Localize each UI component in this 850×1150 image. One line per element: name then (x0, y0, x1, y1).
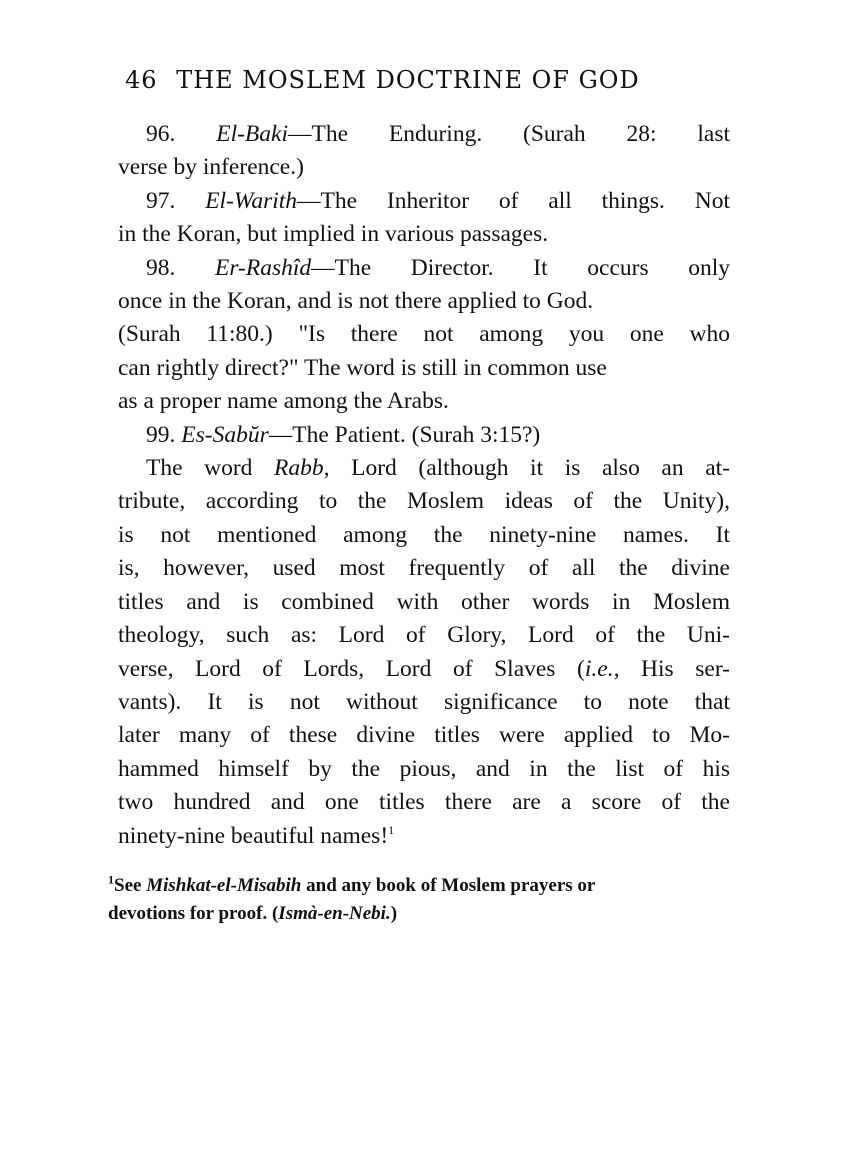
footnote-line-1 (108, 872, 730, 900)
entry-96-line-1 (118, 118, 730, 151)
italic-title: Mishkat-el-Misabih (146, 875, 302, 896)
entry-text: —The Director. It occurs only (311, 254, 730, 281)
entry-98-line-2: once in the Koran, and is not there applied to God. (118, 288, 594, 315)
paragraph-line-6: theology, such as: Lord of Glory, Lord of the Uni- (118, 622, 730, 649)
text-run: ) (390, 903, 398, 924)
running-head (125, 66, 640, 94)
text-run: ninety-nine beautiful names! (118, 822, 389, 849)
entry-98-line-1 (118, 252, 730, 285)
entry-98-line-4: can rightly direct?" The word is still in common use (118, 354, 607, 381)
divine-name: El-Baki (216, 121, 288, 147)
paragraph-line-4: is, however, used most frequently of all the divine (118, 555, 730, 582)
text-run: Lord (although it is also an at- (329, 455, 730, 482)
text-run: devotions for proof. ( (108, 903, 279, 924)
footnote-marker: 1 (108, 872, 114, 887)
entry-number: 96. (146, 121, 176, 147)
page-number: 46 (125, 66, 158, 94)
entry-number: 98. (146, 254, 176, 281)
running-title: THE MOSLEM DOCTRINE OF GOD (176, 66, 640, 94)
paragraph-line-11: two hundred and one titles there are a score of the (118, 789, 730, 816)
entry-98-line-3: (Surah 11:80.) "Is there not among you one who (118, 321, 730, 348)
italic-term: Rabb, (274, 455, 330, 482)
footnote-line-2 (108, 900, 730, 928)
text-run: verse, Lord of Lords, Lord of Slaves ( (118, 655, 585, 682)
paragraph-line-5: titles and is combined with other words in Moslem (118, 588, 730, 615)
entry-97-line-1 (118, 185, 730, 218)
entry-number: 97. (146, 187, 176, 214)
divine-name: El-Warith (205, 187, 298, 214)
entry-text: —The Patient. (Surah 3:15?) (268, 421, 541, 448)
divine-name: Er-Rashîd (215, 254, 312, 281)
entry-97-line-2: in the Koran, but implied in various passages. (118, 221, 549, 248)
entry-number: 99. (146, 421, 176, 448)
paragraph-line-1 (118, 452, 730, 485)
paragraph-line-8: vants). It is not without significance to note that (118, 688, 730, 715)
paragraph-line-7 (118, 653, 730, 686)
paragraph-line-3: is not mentioned among the ninety-nine names. It (118, 521, 730, 548)
italic-title: Ismà-en-Nebi. (278, 903, 391, 924)
entry-text: —The Enduring. (Surah 28: last (288, 121, 731, 147)
italic-term: i.e., (584, 655, 620, 682)
footnote-reference[interactable]: 1 (388, 822, 395, 837)
entry-99-line-1 (118, 419, 730, 452)
body-text (118, 118, 730, 853)
paragraph-line-9: later many of these divine titles were applied to Mo- (118, 722, 730, 749)
entry-98-line-5: as a proper name among the Arabs. (118, 388, 449, 415)
paragraph-line-12 (118, 820, 730, 853)
text-run: See (114, 875, 147, 896)
divine-name: Es-Sabŭr (181, 421, 269, 448)
paragraph-line-10: hammed himself by the pious, and in the list of his (118, 755, 730, 782)
entry-96-line-2: verse by inference.) (118, 154, 304, 181)
text-run: His ser- (619, 655, 730, 682)
entry-text: —The Inheritor of all things. Not (297, 187, 730, 214)
text-run: and any book of Moslem prayers or (301, 875, 596, 896)
footnote (108, 872, 730, 928)
paragraph-line-2: tribute, according to the Moslem ideas of the Unity), (118, 488, 730, 515)
text-run: The word (146, 455, 275, 482)
